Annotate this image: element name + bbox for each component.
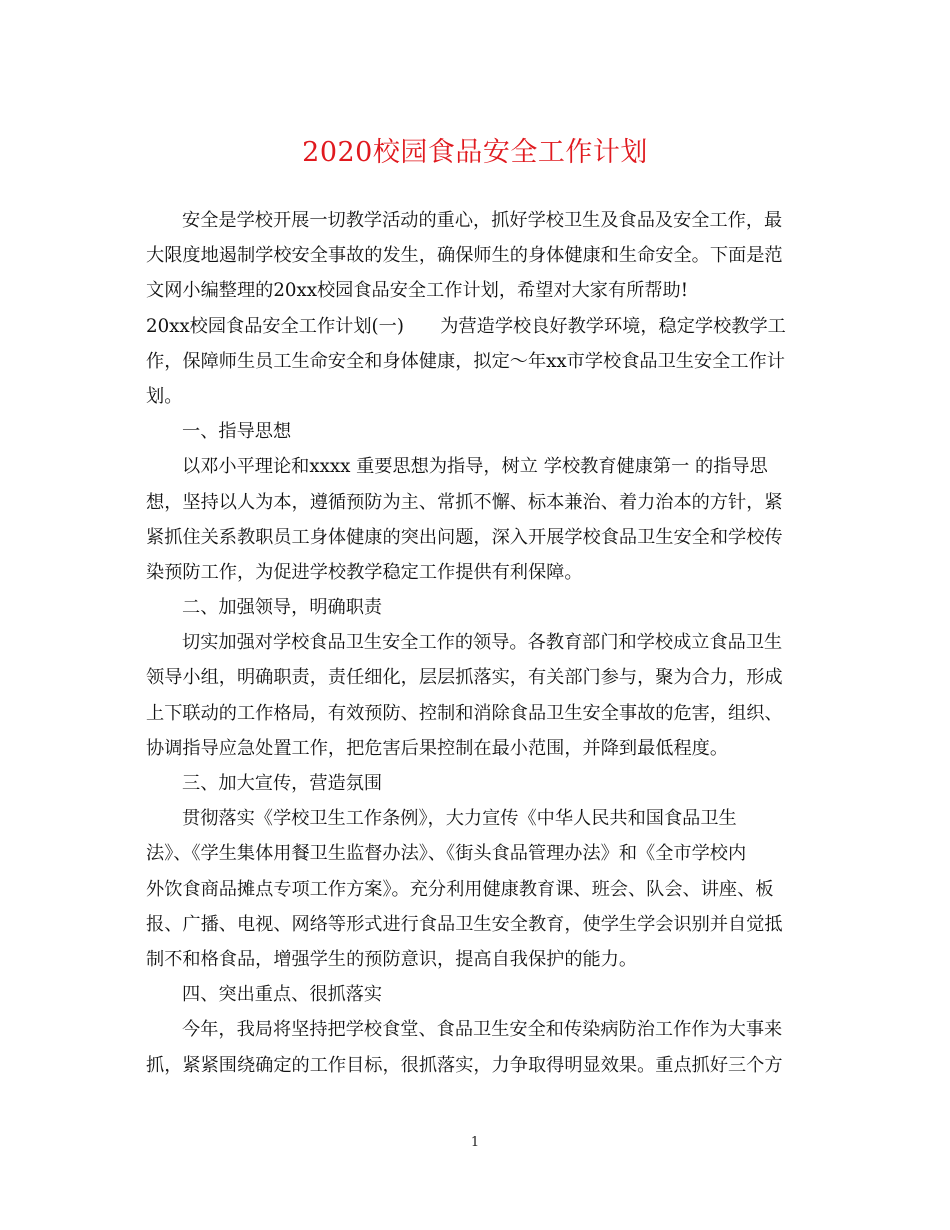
text-line: 贯彻落实《学校卫生工作条例》，大力宣传《中华人民共和国食品卫生 [182, 808, 737, 830]
text-line: 抓，紧紧围绕确定的工作目标，很抓落实，力争取得明显效果。重点抓好三个方 [146, 1054, 783, 1076]
text-line: 切实加强对学校食品卫生安全工作的领导。各教育部门和学校成立食品卫生 [182, 632, 783, 654]
text-line: 20xx校园食品安全工作计划(一) 为营造学校良好教学环境，稳定学校教学工 [146, 315, 786, 337]
text-line: 划。 [146, 385, 183, 407]
text-line: 法》、《学生集体用餐卫生监督办法》、《街头食品管理办法》和《全市学校内 [146, 843, 747, 865]
text-line: 今年，我局将坚持把学校食堂、食品卫生安全和传染病防治工作作为大事来 [182, 1019, 783, 1041]
page-number: 1 [470, 1135, 480, 1150]
text-line: 协调指导应急处置工作，把危害后果控制在最小范围，并降到最低程度。 [146, 737, 729, 759]
text-line: 三、加大宣传，营造氛围 [182, 773, 383, 794]
text-line: 安全是学校开展一切教学活动的重心，抓好学校卫生及食品及安全工作，最 [182, 210, 783, 231]
text-line: 报、广播、电视、网络等形式进行食品卫生安全教育，使学生学会识别并自觉抵 [146, 913, 783, 935]
text-line: 染预防工作，为促进学校教学稳定工作提供有利保障。 [146, 561, 583, 583]
text-line: 大限度地遏制学校安全事故的发生，确保师生的身体健康和生命安全。下面是范 [146, 245, 783, 267]
text-line: 制不和格食品，增强学生的预防意识，提高自我保护的能力。 [146, 948, 638, 970]
text-line: 文网小编整理的20xx校园食品安全工作计划，希望对大家有所帮助! [146, 280, 689, 302]
text-line: 上下联动的工作格局，有效预防、控制和消除食品卫生安全事故的危害，组织、 [146, 702, 783, 724]
text-line: 四、突出重点、很抓落实 [182, 984, 383, 1006]
document-body [146, 203, 808, 1083]
text-line: 作，保障师生员工生命安全和身体健康，拟定～年xx市学校食品卫生安全工作计 [146, 350, 785, 372]
document-title: 2020校园食品安全工作计划 [302, 137, 648, 168]
text-line: 二、加强领导，明确职责 [182, 597, 383, 619]
text-line: 以邓小平理论和xxxx 重要思想为指导，树立 学校教育健康第一 的指导思 [182, 456, 768, 478]
text-line: 紧抓住关系教职员工身体健康的突出问题，深入开展学校食品卫生安全和学校传 [146, 526, 783, 548]
text-line: 想，坚持以人为本，遵循预防为主、常抓不懈、标本兼治、着力治本的方针，紧 [146, 491, 783, 513]
text-line: 领导小组，明确职责，责任细化，层层抓落实，有关部门参与，聚为合力，形成 [146, 667, 783, 689]
text-line: 一、指导思想 [182, 421, 292, 443]
text-line: 外饮食商品摊点专项工作方案》。充分利用健康教育课、班会、队会、讲座、板 [146, 878, 774, 900]
